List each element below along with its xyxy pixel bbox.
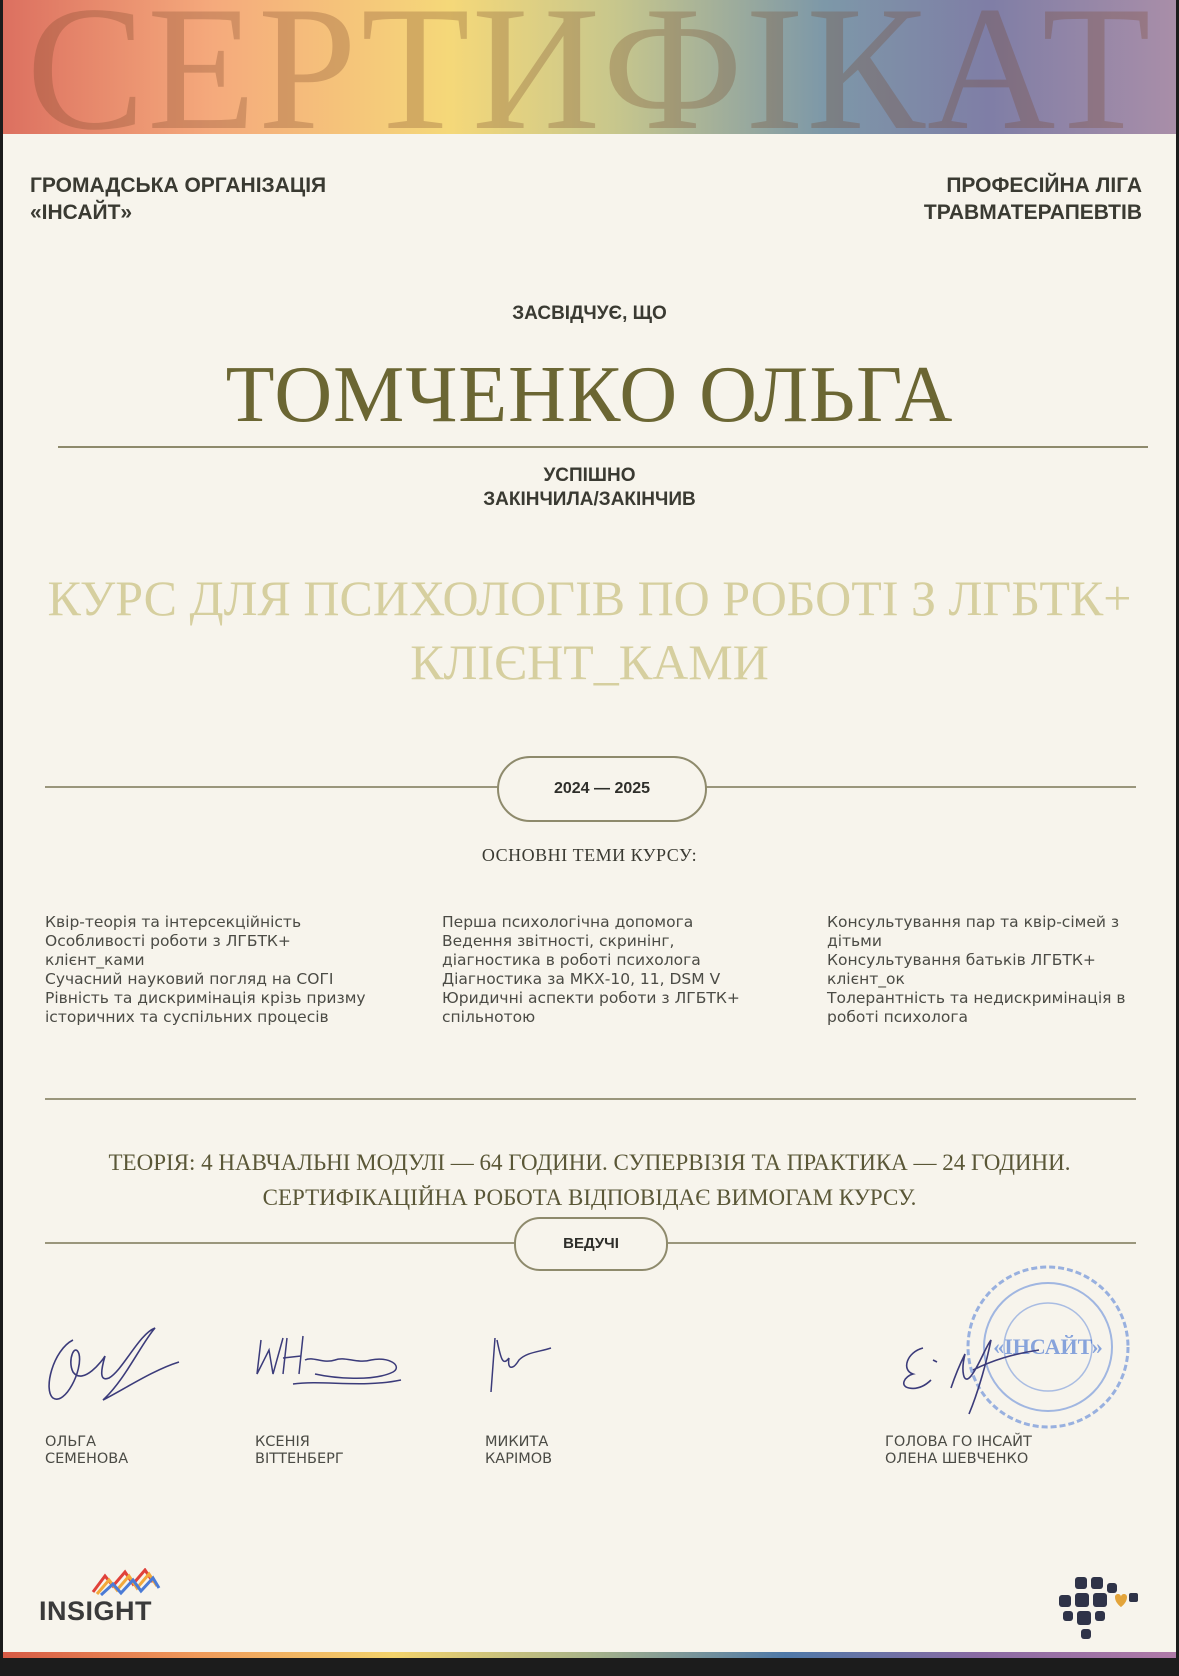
completed-text — [3, 464, 1176, 512]
course-title — [3, 566, 1176, 694]
insight-logo — [39, 1568, 169, 1628]
topics-column-1 — [45, 913, 405, 1027]
topics-column-3 — [827, 913, 1137, 1027]
signer-karimov — [485, 1434, 552, 1468]
topic-item: Особливості роботи з ЛГБТК+ — [45, 932, 291, 950]
organization-left-line1: ГРОМАДСЬКА ОРГАНІЗАЦІЯ — [30, 174, 327, 197]
name-underline — [58, 446, 1148, 448]
topic-item: Юридичні аспекти роботи з ЛГБТК+ — [442, 989, 740, 1007]
signature-karimov — [483, 1330, 563, 1400]
leads-badge: ВЕДУЧІ — [514, 1217, 668, 1271]
certifies-text: ЗАСВІДЧУЄ, ЩО — [512, 303, 667, 324]
signature-semenova — [43, 1320, 183, 1410]
rainbow-mountain-icon — [91, 1568, 161, 1596]
signer-last-name: СЕМЕНОВА — [45, 1451, 129, 1467]
stamp-text: «ІНСАЙТ» — [993, 1334, 1103, 1359]
organization-left — [30, 172, 450, 226]
topic-item: історичних та суспільних процесів — [45, 1008, 329, 1026]
signer-first-name: ОЛЬГА — [45, 1434, 97, 1450]
topics-column-2 — [442, 913, 772, 1027]
rainbow-banner — [3, 0, 1176, 167]
signer-vittenberg — [255, 1434, 344, 1468]
organization-left-line2: «ІНСАЙТ» — [30, 201, 133, 224]
signer-shevchenko — [885, 1434, 1032, 1468]
period-badge: 2024 — 2025 — [497, 756, 707, 822]
signer-first-name: КСЕНІЯ — [255, 1434, 310, 1450]
course-title-line1: КУРС ДЛЯ ПСИХОЛОГІВ ПО РОБОТІ З ЛГБТК+ — [47, 570, 1132, 626]
topic-item: клієнт_ками — [45, 951, 145, 969]
signer-last-name: ВІТТЕНБЕРГ — [255, 1451, 344, 1467]
topic-item: Рівність та дискримінація крізь призму — [45, 989, 366, 1007]
topic-item: Консультування батьків ЛГБТК+ — [827, 951, 1096, 969]
signer-semenova — [45, 1434, 128, 1468]
topic-item: діагностика в роботі психолога — [442, 951, 701, 969]
signer-first-name: МИКИТА — [485, 1434, 549, 1450]
topic-item: роботі психолога — [827, 1008, 969, 1026]
topic-item: Сучасний науковий погляд на СОГІ — [45, 970, 334, 988]
topic-item: Діагностика за МКХ-10, 11, DSM V — [442, 970, 721, 988]
organization-right-line2: ТРАВМАТЕРАПЕВТІВ — [923, 201, 1142, 224]
insight-logo-text: INSIGHT — [39, 1596, 153, 1626]
organization-right — [722, 172, 1142, 226]
topic-item: дітьми — [827, 932, 882, 950]
certificate — [3, 0, 1176, 1652]
organization-right-line1: ПРОФЕСІЙНА ЛІГА — [946, 174, 1142, 197]
completed-line1: УСПІШНО — [543, 465, 636, 486]
topic-item: Квір-теорія та інтерсекційність — [45, 913, 302, 931]
signer-last-name: КАРІМОВ — [485, 1451, 553, 1467]
hours-line2: СЕРТИФІКАЦІЙНА РОБОТА ВІДПОВІДАЄ ВИМОГАМ КУРСУ. — [262, 1185, 917, 1210]
topics-heading: ОСНОВНІ ТЕМИ КУРСУ: — [481, 845, 698, 865]
topic-item: клієнт_ок — [827, 970, 905, 988]
hours-line1: ТЕОРІЯ: 4 НАВЧАЛЬНІ МОДУЛІ — 64 ГОДИНИ. СУПЕРВІЗІЯ ТА ПРАКТИКА — 24 ГОДИНИ. — [108, 1150, 1071, 1175]
topic-item: Консультування пар та квір-сімей з — [827, 913, 1120, 931]
signer-title: ГОЛОВА ГО ІНСАЙТ — [885, 1434, 1032, 1450]
signer-full-name: ОЛЕНА ШЕВЧЕНКО — [885, 1451, 1029, 1467]
topic-item: Ведення звітності, скринінг, — [442, 932, 675, 950]
signature-vittenberg — [253, 1330, 413, 1400]
completed-line2: ЗАКІНЧИЛА/ЗАКІНЧИВ — [483, 489, 696, 510]
banner-title: СЕРТИФІКАТ — [26, 0, 1153, 167]
rainbow-strip — [3, 1652, 1176, 1658]
course-title-line2: КЛІЄНТ_КАМИ — [410, 634, 769, 690]
topic-item: Толерантність та недискримінація в — [827, 989, 1126, 1007]
hours-statement — [3, 1145, 1176, 1215]
topics-divider — [45, 1098, 1136, 1100]
topic-item: Перша психологічна допомога — [442, 913, 694, 931]
puzzle-dots-logo-icon — [1055, 1575, 1139, 1641]
recipient-name: ТОМЧЕНКО ОЛЬГА — [225, 351, 954, 439]
signature-shevchenko — [893, 1330, 1053, 1420]
topic-item: спільнотою — [442, 1008, 536, 1026]
